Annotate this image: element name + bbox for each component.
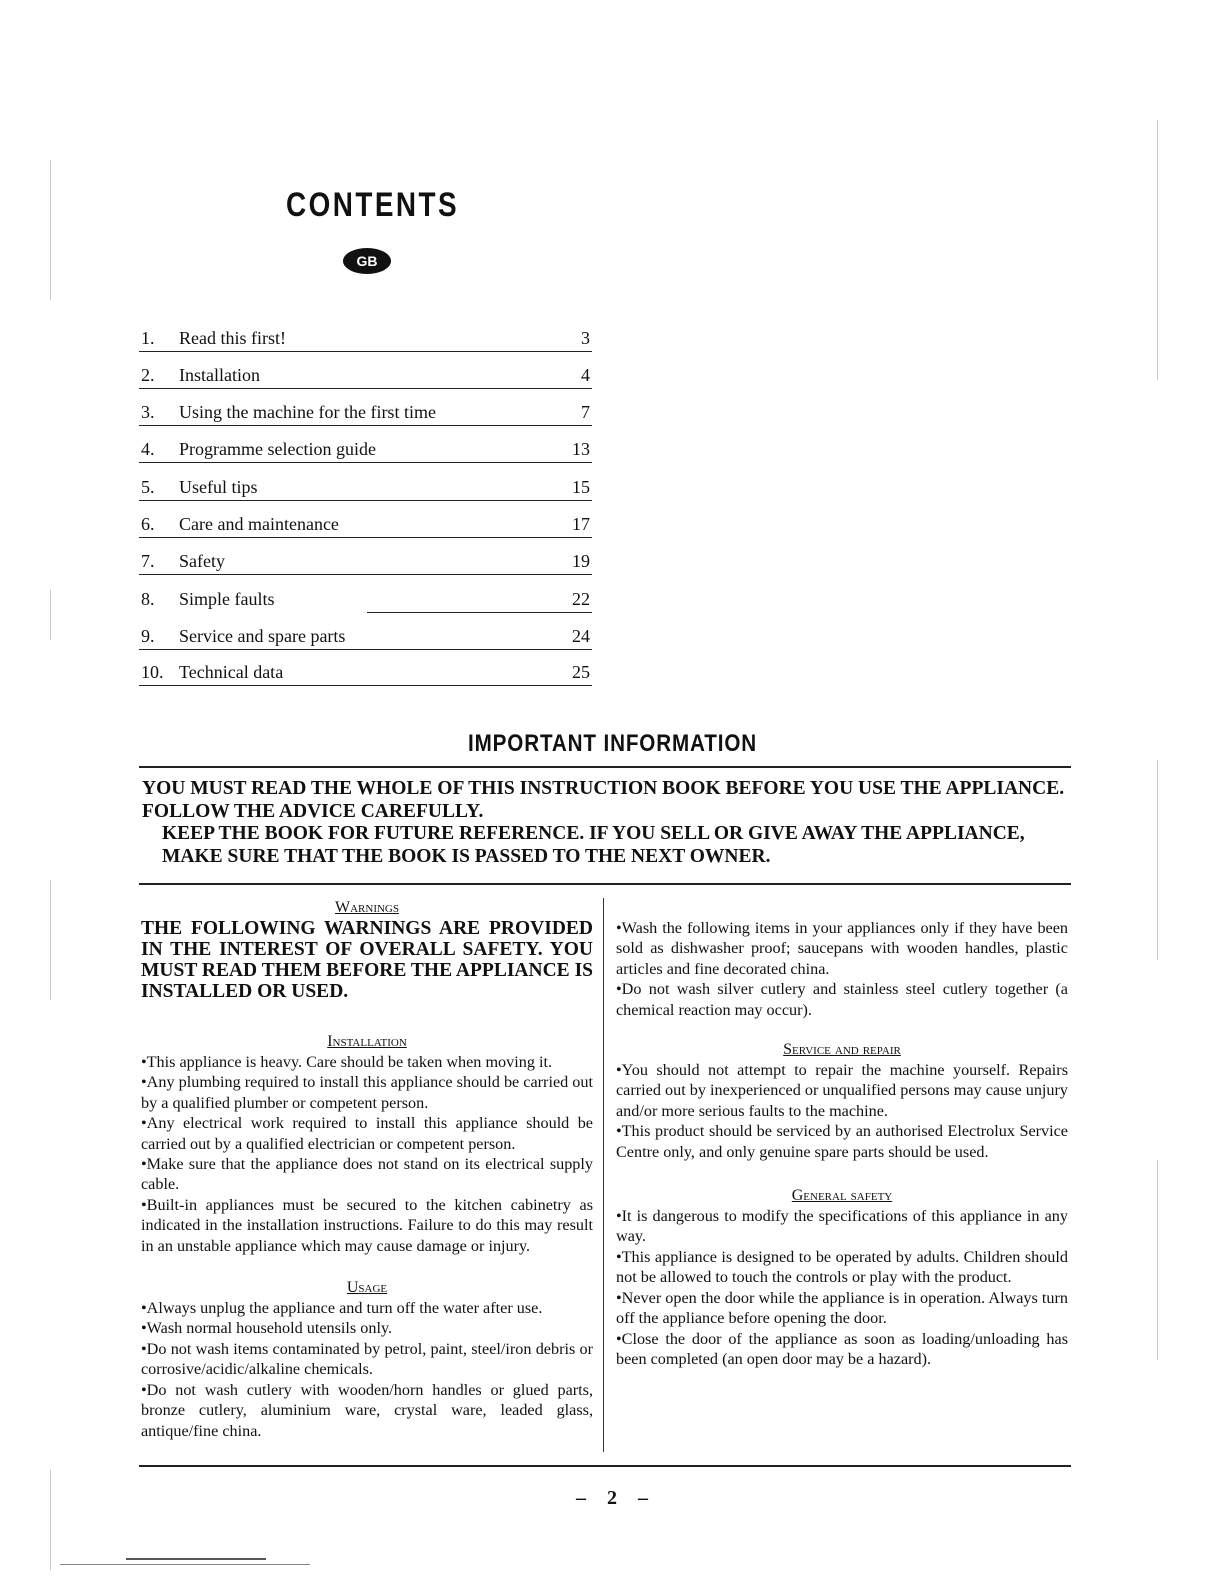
general-safety-subheading: General safety (791, 1187, 893, 1205)
warnings-subheading: Warnings (335, 899, 399, 916)
toc-number: 9. (141, 626, 155, 646)
toc-label: Using the machine for the first time (179, 402, 436, 422)
gb-language-badge: GB (343, 248, 391, 274)
toc-row[interactable] (139, 539, 592, 575)
middle-divider (139, 883, 1071, 885)
service-item: •You should not attempt to repair the machine yourself. Repairs carried out by inexperienced or unqualified persons may cause unjury and/or more serious faults to the machine. (616, 1061, 1068, 1120)
toc-page: 19 (572, 551, 590, 571)
scan-edge-left (50, 160, 51, 300)
toc-number: 5. (141, 477, 155, 497)
toc-number: 1. (141, 328, 155, 348)
left-column (141, 898, 593, 1441)
toc-page: 7 (581, 402, 590, 422)
right-column (616, 918, 1068, 1369)
toc-label: Technical data (179, 662, 284, 682)
toc-label: Care and maintenance (179, 514, 339, 534)
service-repair-subheading: Service and repair (783, 1041, 901, 1059)
toc-page: 25 (572, 662, 590, 682)
toc-page: 17 (572, 514, 590, 534)
toc-number: 2. (141, 365, 155, 385)
important-intro (142, 778, 1072, 868)
usage-subheading: Usage (346, 1279, 388, 1297)
bottom-divider (139, 1465, 1071, 1467)
warnings-text: THE FOLLOWING WARNINGS ARE PROVIDED IN THE INTEREST OF OVERALL SAFETY. YOU MUST READ THEM BEFORE THE APPLIANCE IS INSTALLED OR USED. (141, 918, 593, 1002)
top-divider (139, 766, 1071, 768)
scan-edge-right (1157, 120, 1158, 380)
scan-edge-left-3 (50, 880, 51, 1000)
toc-label: Useful tips (179, 477, 258, 497)
toc-label: Installation (179, 365, 260, 385)
scan-edge-right-2 (1157, 760, 1158, 960)
usage-item: •Do not wash cutlery with wooden/horn handles or glued parts, bronze cutlery, aluminium ware, crystal ware, leaded glass, antique/fine china. (141, 1380, 593, 1440)
toc-label: Safety (179, 551, 225, 571)
installation-item: •Built-in appliances must be secured to the kitchen cabinetry as indicated in the installation instructions. Failure to do this may result in an unstable appliance which may cause damage or injury. (141, 1195, 593, 1255)
general-item: •Never open the door while the appliance is in operation. Always turn off the appliance before opening the door. (616, 1288, 1068, 1328)
installation-item: •Any electrical work required to install this appliance should be carried out by a qualified electrician or competent person. (141, 1114, 593, 1153)
toc-rule (139, 351, 592, 352)
toc-number: 8. (141, 589, 155, 609)
usage-item: •Do not wash items contaminated by petrol, paint, steel/iron debris or corrosive/acidic/alkaline chemicals. (141, 1339, 593, 1379)
usage-item: •Do not wash silver cutlery and stainless steel cutlery together (a chemical reaction may occur). (616, 980, 1068, 1019)
toc-page: 24 (572, 626, 590, 646)
installation-item: •This appliance is heavy. Care should be taken when moving it. (141, 1053, 553, 1071)
general-item: •It is dangerous to modify the specifications of this appliance in any way. (616, 1207, 1068, 1246)
toc-rule (139, 500, 592, 501)
usage-item: •Always unplug the appliance and turn off the water after use. (141, 1299, 543, 1318)
toc-rule (139, 574, 592, 575)
toc-rule (139, 462, 592, 463)
scan-edge-left-4 (50, 1470, 51, 1570)
toc-rule (139, 425, 592, 426)
toc-number: 7. (141, 551, 155, 571)
toc-row[interactable] (139, 577, 592, 613)
general-item: •This appliance is designed to be operated by adults. Children should not be allowed to touch the controls or play with the product. (616, 1247, 1068, 1287)
toc-row[interactable] (139, 390, 592, 426)
installation-subheading: Installation (327, 1033, 407, 1050)
toc-label: Simple faults (179, 589, 275, 609)
toc-row[interactable] (139, 316, 592, 352)
toc-number: 4. (141, 439, 155, 459)
toc-row[interactable] (139, 465, 592, 501)
usage-item: •Wash normal household utensils only. (141, 1319, 393, 1338)
toc-label: Programme selection guide (179, 439, 376, 459)
important-information-heading: IMPORTANT INFORMATION (468, 730, 758, 757)
toc-number: 10. (141, 662, 164, 682)
installation-item: •Any plumbing required to install this appliance should be carried out by a qualified plumber or competent person. (141, 1073, 593, 1112)
toc-row[interactable] (139, 427, 592, 463)
toc-label: Read this first! (179, 328, 286, 348)
toc-page: 3 (581, 328, 590, 348)
usage-item: •Wash the following items in your appliances only if they have been sold as dishwasher proof; saucepans with wooden handles, plastic articles and fine decorated china. (616, 919, 1068, 978)
contents-title: CONTENTS (286, 186, 460, 224)
service-item: •This product should be serviced by an authorised Electrolux Service Centre only, and only genuine spare parts should be used. (616, 1122, 1068, 1161)
toc-number: 3. (141, 402, 155, 422)
toc-rule (139, 537, 592, 538)
toc-row[interactable] (139, 353, 592, 389)
toc-row[interactable] (139, 502, 592, 538)
toc-rule (139, 685, 592, 686)
intro-paragraph-1: YOU MUST READ THE WHOLE OF THIS INSTRUCTION BOOK BEFORE YOU USE THE APPLIANCE. FOLLOW THE ADVICE CAREFULLY. (142, 778, 1065, 822)
scan-edge-right-3 (1157, 1160, 1158, 1360)
general-item: •Close the door of the appliance as soon as loading/unloading has been completed (an open door may be a hazard). (616, 1329, 1068, 1368)
installation-item: •Make sure that the appliance does not stand on its electrical supply cable. (141, 1155, 593, 1194)
toc-row[interactable] (139, 614, 592, 650)
toc-row[interactable] (139, 650, 592, 686)
toc-label: Service and spare parts (179, 626, 346, 646)
toc-number: 6. (141, 514, 155, 534)
toc-rule (367, 612, 592, 613)
page-number: – 2 – (576, 1487, 656, 1509)
scan-edge-left-2 (50, 590, 51, 640)
toc-page: 22 (572, 589, 590, 609)
toc-page: 13 (572, 439, 590, 459)
scan-bottom-mark (126, 1558, 266, 1560)
toc-page: 4 (581, 365, 590, 385)
toc-page: 15 (572, 477, 590, 497)
intro-paragraph-2: KEEP THE BOOK FOR FUTURE REFERENCE. IF YOU SELL OR GIVE AWAY THE APPLIANCE, MAKE SURE THAT THE BOOK IS PASSED TO THE NEXT OWNER. (162, 823, 1025, 867)
column-divider (603, 898, 604, 1452)
toc-rule (139, 388, 592, 389)
scan-bottom-mark-2 (60, 1564, 310, 1565)
